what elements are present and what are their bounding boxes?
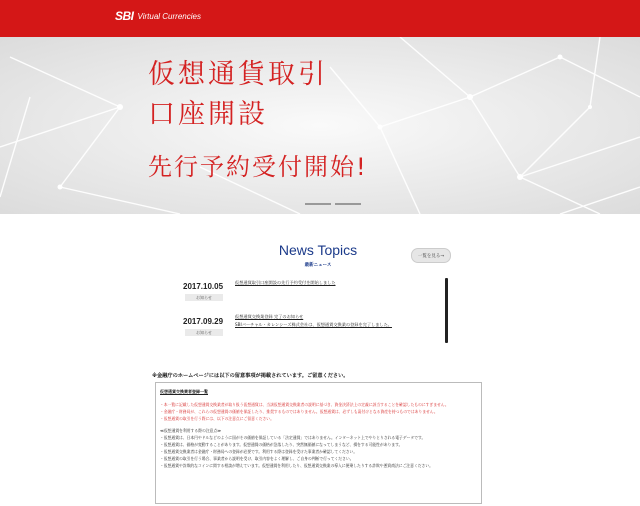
carousel-dot[interactable] [335, 203, 361, 205]
notice-box-heading[interactable]: 仮想通貨交換業者登録一覧 [160, 389, 208, 394]
warning-item: ・本一覧に記載した仮想通貨交換業者が取り扱う仮想通貨は、当該仮想通貨交換業者の説明に基づき、資金決済法上の定義に該当することを確認したものにすぎません。 [160, 402, 449, 407]
notice-box[interactable] [155, 382, 482, 504]
news-subtitle: 最新ニュース [304, 263, 332, 268]
news-link[interactable]: 仮想通貨取引口座開設の先行予約受付を開始しました [235, 280, 336, 285]
sbi-logo[interactable] [115, 9, 201, 23]
logo-mark: SBI [115, 9, 134, 23]
hero-subtitle: 先行予約受付開始! [148, 153, 368, 181]
news-category-badge: お知らせ [185, 294, 223, 301]
news-title: News Topics [278, 242, 358, 258]
carousel-indicators [305, 203, 361, 205]
notice-item: ・仮想通貨や詐欺的なコインに関する相談が増えています。仮想通貨を利用したり、仮想通貨交換業の導入に便乗したりする詐欺や悪質商法にご注意ください。 [160, 463, 433, 468]
news-link[interactable]: SBIバーチャル・カレンシーズ株式会社は、仮想通貨交換業の登録を完了しました。 [235, 322, 392, 327]
news-scrollbar[interactable] [445, 278, 448, 343]
news-date: 2017.10.05 [183, 282, 224, 291]
notice-item: ・仮想通貨は、日本円やドルなどのように国がその価値を保証している「法定通貨」ではありません。インターネット上でやりとりされる電子データです。 [160, 435, 426, 440]
view-list-button[interactable]: 一覧を見る→ [411, 248, 451, 263]
top-header [0, 0, 640, 37]
hero-title-line2: 口座開設 [148, 99, 268, 130]
news-link[interactable]: 仮想通貨交換業登録 完了のお知らせ [235, 314, 304, 319]
notice-item: ・仮想通貨の取引を行う場合、事業者から説明を受け、取引内容をよく理解し、ご自身の判断で行ってください。 [160, 456, 354, 461]
notice-section-heading: ≪仮想通貨を利用する際の注意点≫ [160, 428, 222, 433]
notice-item: ・仮想通貨交換業者は金融庁・財務局への登録が必要です。利用する際は登録を受けた事業者か確認してください。 [160, 449, 358, 454]
news-date: 2017.09.29 [183, 317, 224, 326]
logo-text: Virtual Currencies [137, 11, 201, 21]
notice-heading: ※金融庁のホームページには以下の留意事項が掲載されています。ご留意ください。 [152, 373, 349, 379]
hero-title-line1: 仮想通貨取引 [148, 59, 328, 90]
carousel-dot[interactable] [305, 203, 331, 205]
warning-item: ・仮想通貨の取引を行う際には、以下の注意点にご留意ください。 [160, 416, 274, 421]
notice-item: ・仮想通貨は、価格が変動することがあります。仮想通貨の価格が急落したり、突然無価値になってしまうなど、損をする可能性があります。 [160, 442, 403, 447]
news-category-badge: お知らせ [185, 329, 223, 336]
warning-item: ・金融庁・財務局が、これらの仮想通貨の価値を保証したり、推奨するものではありません。仮想通貨は、必ずしも裏付けとなる資産を持つものではありません。 [160, 409, 438, 414]
hero-banner [0, 37, 640, 214]
